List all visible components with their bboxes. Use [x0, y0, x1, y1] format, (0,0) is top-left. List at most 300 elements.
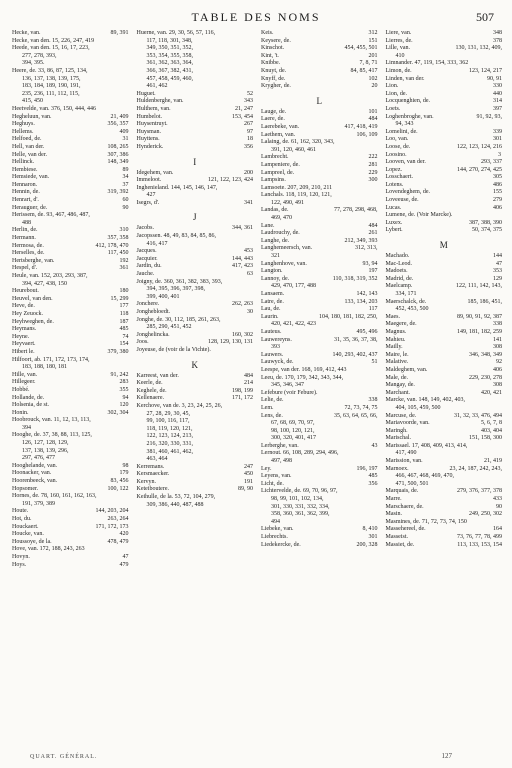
- index-entry: [386, 337, 503, 345]
- entry-name: Herlin, de.: [12, 227, 38, 234]
- entry-name: Mahieu.: [385, 336, 406, 343]
- index-entry: [386, 413, 503, 421]
- entry-name: 469, 470: [271, 215, 292, 222]
- index-entry: [386, 519, 503, 527]
- entry-name: Isegrs, d'.: [136, 199, 160, 206]
- index-entry: [386, 397, 503, 405]
- entry-name: 427: [146, 192, 156, 199]
- index-entry: [137, 170, 254, 178]
- index-entry: [386, 382, 503, 390]
- entry-pages: 293, 337: [481, 159, 502, 166]
- index-entry: [386, 466, 503, 474]
- index-entry-continuation: [137, 433, 254, 441]
- entry-pages: 118: [119, 310, 129, 317]
- entry-name: Hopsomer.: [12, 485, 39, 492]
- entry-name: Laerebeke, van.: [261, 123, 300, 130]
- entry-name: Heere, de. 33, 86, 87, 125, 134,: [12, 67, 88, 74]
- entry-pages: 302, 304: [107, 409, 129, 416]
- page-number: 507: [476, 10, 494, 24]
- index-entry: [261, 443, 378, 451]
- entry-pages: 47: [122, 553, 129, 560]
- index-entry: [261, 53, 378, 61]
- entry-pages: 214: [244, 380, 253, 387]
- entry-name: Lumene, de. (Voir Marcke).: [385, 212, 453, 219]
- entry-pages: 356: [368, 480, 378, 487]
- entry-pages: 478, 479: [107, 538, 129, 545]
- index-entry: [12, 486, 129, 494]
- entry-name: Heyne.: [12, 333, 30, 340]
- entry-name: Lau, de.: [261, 306, 281, 313]
- entry-name: Hulthem, van.: [136, 105, 171, 112]
- section-letter: L: [316, 95, 322, 106]
- index-entry: [261, 223, 378, 231]
- entry-pages: 417, 423: [232, 263, 253, 270]
- entry-name: Masmines, de. 71, 72, 73, 74, 150: [385, 518, 467, 525]
- page-title: TABLE DES NOMS: [191, 10, 321, 24]
- index-entry: [261, 329, 378, 337]
- entry-pages: 179: [119, 470, 129, 477]
- entry-pages: 357, 358: [107, 235, 129, 242]
- entry-name: 98, 100, 120, 121,: [271, 427, 315, 434]
- entry-name: Marquais, de.: [385, 488, 419, 495]
- index-entry: [386, 352, 503, 360]
- entry-name: 457, 458, 459, 460,: [146, 75, 193, 82]
- entry-name: Knibbe.: [261, 60, 281, 67]
- entry-name: Kerchove, van de. 3, 23, 24, 25, 26,: [136, 402, 223, 409]
- entry-pages: 21, 419: [484, 458, 502, 465]
- entry-name: Kervyn.: [136, 478, 156, 485]
- entry-pages: 141: [493, 336, 502, 343]
- entry-name: Heetvelde, van. 376, 150, 444, 446: [12, 105, 96, 112]
- entry-pages: 222: [368, 154, 378, 161]
- entry-name: Lauwyck, de.: [261, 359, 294, 366]
- entry-name: 391, 120, 460, 461: [271, 146, 316, 153]
- index-entry: [386, 329, 503, 337]
- entry-pages: 117: [368, 306, 378, 313]
- entry-name: Hennin, de.: [12, 189, 40, 196]
- entry-pages: 484: [368, 116, 378, 123]
- entry-name: Leyens, van.: [261, 473, 292, 480]
- entry-name: Karreest, van der.: [136, 372, 179, 379]
- index-entry: [137, 248, 254, 256]
- entry-pages: 144: [493, 253, 502, 260]
- index-entry: [12, 341, 129, 349]
- entry-name: 349, 350, 351, 352,: [146, 45, 193, 52]
- entry-name: Liebrechts.: [261, 534, 288, 540]
- index-entry: [261, 132, 378, 140]
- index-entry: [261, 45, 378, 53]
- entry-name: Liedekercke, de.: [261, 541, 301, 548]
- index-entry: [386, 542, 503, 550]
- entry-pages: 97: [247, 128, 253, 135]
- entry-name: Keghele, de.: [136, 387, 167, 394]
- entry-name: Loose, de.: [385, 143, 411, 150]
- entry-name: Lille, van.: [385, 45, 410, 52]
- entry-pages: 155: [493, 189, 502, 196]
- index-entry: [261, 230, 378, 238]
- entry-name: Maringh.: [385, 427, 408, 434]
- entry-pages: 122, 123, 124, 216: [457, 143, 502, 150]
- entry-name: Lomelini, de.: [385, 128, 418, 135]
- entry-name: Machado.: [385, 253, 410, 260]
- entry-name: Ley.: [261, 465, 272, 472]
- index-entry-continuation: [137, 68, 254, 76]
- entry-pages: 51: [371, 359, 378, 366]
- index-entry: [137, 129, 254, 137]
- entry-name: 394, 395, 396, 397, 398,: [146, 286, 205, 293]
- entry-name: 404, 105, 459, 500: [395, 404, 441, 411]
- entry-name: 471, 500, 501: [395, 480, 429, 487]
- index-entry: [386, 68, 503, 76]
- entry-name: Huyttens.: [136, 136, 160, 143]
- index-entry: [137, 279, 254, 287]
- index-entry-continuation: [137, 449, 254, 457]
- entry-name: Knuyt, de.: [261, 67, 287, 74]
- index-entry-continuation: [137, 324, 254, 332]
- index-entry: [261, 291, 378, 299]
- index-entry-continuation: [12, 364, 129, 372]
- entry-pages: 89, 90, 91, 92, 387: [457, 313, 502, 320]
- entry-name: Lichtervelde, de. 69, 70, 96, 97,: [261, 488, 338, 495]
- entry-name: 353, 354, 355, 358,: [146, 52, 193, 59]
- entry-name: 466, 467, 468, 469, 470,: [395, 473, 454, 480]
- entry-pages: 409: [119, 128, 129, 135]
- index-entry: [386, 227, 503, 235]
- entry-name: Krygher, de.: [261, 83, 291, 90]
- entry-name: Heghuys.: [12, 121, 35, 128]
- entry-pages: 192: [119, 257, 129, 264]
- entry-pages: 102: [368, 75, 378, 82]
- entry-name: Hecke, van.: [12, 30, 41, 36]
- entry-pages: 21, 409: [110, 113, 129, 120]
- entry-name: 191, 379, 389: [22, 500, 55, 507]
- entry-pages: 31, 35, 36, 37, 38,: [334, 336, 378, 343]
- entry-name: 321: [271, 253, 280, 260]
- index-entry: [12, 326, 129, 334]
- entry-pages: 89: [122, 166, 129, 173]
- entry-pages: 453: [244, 248, 253, 255]
- entry-name: Lampeniere, de.: [261, 161, 300, 168]
- entry-pages: 18: [247, 136, 253, 143]
- entry-name: Humbelot.: [136, 113, 162, 120]
- index-entry: [261, 162, 378, 170]
- entry-pages: 15, 299: [110, 295, 129, 302]
- entry-name: 136, 137, 138, 139, 175,: [22, 75, 81, 82]
- entry-pages: 301: [493, 136, 502, 143]
- entry-name: Huguet.: [136, 90, 156, 97]
- entry-name: 345, 346, 347: [271, 382, 304, 389]
- index-entry-continuation: [137, 441, 254, 449]
- entry-pages: 495, 496: [356, 328, 378, 335]
- index-entry-continuation: [137, 502, 254, 510]
- entry-pages: 91, 92, 93,: [476, 113, 502, 120]
- entry-name: Lampsins.: [261, 177, 286, 184]
- index-entry-continuation: [261, 511, 378, 519]
- entry-name: 381, 460, 461, 462,: [146, 448, 193, 455]
- entry-name: Kellenaere.: [136, 395, 164, 402]
- entry-pages: 35, 63, 64, 65, 66,: [334, 412, 378, 419]
- entry-name: Lopez.: [385, 166, 402, 173]
- entry-pages: 151: [368, 37, 378, 44]
- index-entry: [12, 250, 129, 258]
- entry-pages: 151, 158, 300: [469, 435, 502, 442]
- entry-pages: 191: [244, 478, 253, 485]
- index-entry: [12, 38, 129, 46]
- entry-pages: 117, 450: [107, 250, 129, 257]
- entry-name: 394, 427, 438, 150: [22, 280, 67, 287]
- entry-name: Lane.: [261, 222, 275, 229]
- entry-pages: 355: [119, 386, 129, 393]
- index-entry-continuation: [137, 411, 254, 419]
- entry-pages: 403, 404: [481, 427, 502, 434]
- entry-pages: 485: [368, 473, 378, 480]
- entry-name: Herissem, de. 93, 467, 486, 487,: [12, 212, 90, 219]
- entry-pages: 154: [119, 341, 129, 348]
- entry-name: 488: [22, 219, 31, 226]
- entry-name: Lion.: [385, 83, 399, 90]
- entry-pages: 344, 361: [232, 225, 253, 232]
- entry-pages: 52: [247, 90, 253, 97]
- entry-pages: 90: [122, 204, 129, 211]
- entry-pages: 83, 456: [110, 478, 129, 485]
- entry-name: Kinschot.: [261, 45, 285, 52]
- entry-pages: 153, 454: [232, 113, 253, 120]
- entry-name: 117, 118, 301, 348,: [146, 37, 193, 44]
- index-entry: [12, 189, 129, 197]
- entry-name: Holsenia, de st.: [12, 402, 49, 409]
- entry-pages: 74: [122, 333, 129, 340]
- entry-name: Heuvel, van den.: [12, 295, 53, 302]
- entry-name: Hertsberghe, van.: [12, 257, 55, 264]
- index-entry: [12, 273, 129, 281]
- index-entry: [386, 283, 503, 291]
- entry-name: Latre, de.: [261, 298, 284, 305]
- index-entry: [12, 417, 129, 425]
- entry-name: Jacopssen. 48, 49, 83, 84, 85, 86,: [136, 233, 216, 240]
- index-entry: [137, 98, 254, 106]
- entry-name: 394: [22, 424, 31, 431]
- entry-name: Immeloot.: [136, 177, 162, 184]
- entry-pages: 77, 278, 298, 468,: [334, 207, 378, 214]
- entry-name: Keihulle, de la. 53, 72, 104, 279,: [136, 494, 216, 501]
- entry-pages: 84, 85, 417: [350, 67, 378, 74]
- entry-name: Laurin.: [261, 313, 279, 320]
- entry-pages: 120: [119, 402, 129, 409]
- entry-pages: 94: [122, 394, 129, 401]
- index-entry: [12, 372, 129, 380]
- entry-name: Lion, de.: [385, 90, 407, 97]
- entry-name: Maerschalck, de.: [385, 298, 427, 305]
- entry-name: Maelcamp.: [385, 283, 413, 290]
- entry-pages: 417, 418, 419: [344, 123, 378, 130]
- index-entry: [12, 114, 129, 122]
- entry-pages: 247: [244, 463, 253, 470]
- index-entry: [261, 185, 378, 193]
- section-letter: I: [193, 156, 197, 167]
- entry-name: Massehereel, de.: [385, 526, 426, 533]
- index-entry: [12, 205, 129, 213]
- entry-name: Jonghe, de. 30, 112, 185, 261, 263,: [136, 316, 221, 323]
- entry-name: Marchant.: [385, 389, 410, 396]
- index-entry: [12, 159, 129, 167]
- entry-name: Looven, van der.: [385, 159, 426, 166]
- index-entry: [386, 504, 503, 512]
- entry-pages: 185, 186, 451,: [467, 298, 502, 305]
- entry-name: Lernout. 66, 108, 289, 294, 496,: [261, 450, 339, 457]
- entry-name: Marcke, van. 148, 149, 402, 403,: [385, 397, 465, 404]
- entry-name: Hoorenbeeck, van.: [12, 478, 58, 485]
- entry-pages: 171, 172, 173: [95, 523, 129, 530]
- entry-name: Hynderick.: [136, 143, 164, 150]
- entry-name: Lampreel, de.: [261, 169, 295, 176]
- entry-name: Huldenberghe, van.: [136, 98, 184, 105]
- entry-name: Lauwers.: [261, 351, 284, 358]
- entry-name: Lauteus.: [261, 328, 282, 335]
- index-entry: [12, 296, 129, 304]
- entry-name: 393: [271, 344, 280, 351]
- entry-pages: 454, 455, 501: [344, 45, 378, 52]
- entry-pages: 300: [368, 177, 378, 184]
- index-entry: [261, 390, 378, 398]
- entry-name: Mailly.: [385, 344, 403, 351]
- entry-pages: 122, 111, 142, 143,: [455, 283, 502, 290]
- entry-name: 126, 127, 128, 129,: [22, 440, 69, 447]
- entry-name: Lucas.: [385, 204, 402, 211]
- index-entry: [261, 60, 378, 68]
- entry-pages: 484: [368, 222, 378, 229]
- entry-name: 67, 68, 69, 70, 97,: [271, 420, 315, 427]
- index-entry: [12, 546, 129, 554]
- index-entry-continuation: [137, 45, 254, 53]
- section-letter: K: [191, 359, 198, 370]
- entry-name: 463, 464: [146, 456, 168, 463]
- index-entry-continuation: [261, 504, 378, 512]
- entry-name: Knyff, de.: [261, 75, 286, 82]
- index-entry: [261, 139, 378, 147]
- entry-name: Lierres, de.: [385, 37, 413, 44]
- entry-pages: 229, 230, 278: [469, 374, 502, 381]
- entry-pages: 338: [493, 321, 502, 328]
- index-entry: [386, 253, 503, 261]
- index-entry: [12, 182, 129, 190]
- index-entry: [12, 478, 129, 486]
- entry-name: Hell, van der.: [12, 143, 45, 150]
- entry-name: Langhenhove, van.: [261, 260, 307, 267]
- entry-pages: 201: [368, 52, 378, 59]
- entry-name: Kerremans.: [136, 463, 165, 470]
- entry-pages: 338: [368, 397, 378, 404]
- entry-name: Madoets.: [385, 268, 408, 275]
- entry-pages: 484: [244, 372, 253, 379]
- entry-name: 99, 100, 116, 117,: [146, 418, 190, 425]
- index-entry-continuation: [12, 91, 129, 99]
- index-entry: [137, 373, 254, 381]
- entry-pages: 263, 264: [107, 516, 129, 522]
- entry-name: Honin.: [12, 409, 29, 416]
- entry-name: Laudrouchy, de.: [261, 230, 300, 237]
- index-entry: [386, 359, 503, 367]
- entry-name: Jauche.: [136, 271, 155, 278]
- index-entry: [386, 496, 503, 504]
- entry-name: Locquenghien, de.: [385, 98, 430, 105]
- index-entry: [261, 170, 378, 178]
- entry-pages: 160, 302: [232, 331, 253, 338]
- index-entry: [261, 367, 378, 375]
- index-entry: [261, 276, 378, 284]
- index-entry: [386, 174, 503, 182]
- entry-name: Lalaing, de. 61, 162, 320, 343,: [261, 139, 335, 146]
- entry-name: Huysman.: [136, 128, 161, 135]
- entry-pages: 361: [119, 265, 129, 272]
- entry-pages: 486: [493, 181, 502, 188]
- index-entry: [386, 144, 503, 152]
- entry-name: Maes.: [385, 313, 400, 320]
- entry-pages: 406: [493, 204, 502, 211]
- entry-name: 235, 236, 111, 112, 115,: [22, 90, 80, 97]
- entry-name: Lambrecht.: [261, 154, 289, 161]
- section-letter: J: [192, 212, 197, 223]
- entry-pages: 50, 374, 375: [472, 227, 502, 234]
- entry-pages: 21, 247: [235, 105, 253, 112]
- index-entry: [261, 337, 378, 345]
- index-entry: [261, 405, 378, 413]
- index-entry: [12, 167, 129, 175]
- index-entry: [261, 268, 378, 276]
- entry-name: Lefebure (voir Febure).: [261, 389, 318, 396]
- entry-pages: 144, 203, 204: [95, 508, 129, 515]
- entry-name: Lens, de.: [261, 412, 283, 419]
- index-entry: [386, 30, 503, 38]
- index-entry: [261, 413, 378, 421]
- entry-pages: 148, 349: [107, 159, 129, 166]
- entry-pages: 187: [119, 318, 129, 325]
- index-entry: [137, 317, 254, 325]
- index-entry: [386, 212, 503, 220]
- index-entry: [386, 189, 503, 197]
- index-entry: [137, 494, 254, 502]
- entry-name: Marission, van.: [385, 458, 423, 465]
- index-entry: [386, 268, 503, 276]
- entry-name: Hooghe, de. 37, 38, 88, 113, 125,: [12, 432, 92, 439]
- entry-pages: 341: [244, 199, 253, 206]
- entry-name: Laere, de.: [261, 116, 285, 123]
- index-entry: [12, 539, 129, 547]
- index-entry: [261, 192, 378, 200]
- index-entry: [137, 106, 254, 114]
- entry-name: Luxex.: [385, 219, 403, 226]
- entry-name: Marnoex.: [385, 465, 409, 472]
- index-entry: [261, 261, 378, 269]
- index-entry-continuation: [137, 76, 254, 84]
- entry-name: Heyhweghen, de.: [12, 318, 54, 325]
- entry-pages: 343: [244, 98, 253, 105]
- entry-pages: 123, 124, 217: [469, 67, 502, 74]
- index-entry: [12, 152, 129, 160]
- index-entry: [261, 245, 378, 253]
- entry-name: Maldeghem, van.: [385, 366, 428, 373]
- entry-pages: 92: [496, 359, 502, 366]
- index-entry-continuation: [261, 458, 378, 466]
- entry-pages: 307, 386: [107, 151, 129, 158]
- index-entry: [386, 60, 503, 68]
- entry-name: Hollande, de.: [12, 394, 45, 401]
- entry-name: 361, 362, 363, 364,: [146, 60, 193, 67]
- entry-name: Male, de.: [385, 374, 408, 381]
- entry-pages: 262, 263: [232, 301, 253, 308]
- entry-name: Loets.: [385, 105, 401, 112]
- entry-name: Limon, de.: [385, 67, 412, 74]
- entry-pages: 30: [247, 309, 253, 315]
